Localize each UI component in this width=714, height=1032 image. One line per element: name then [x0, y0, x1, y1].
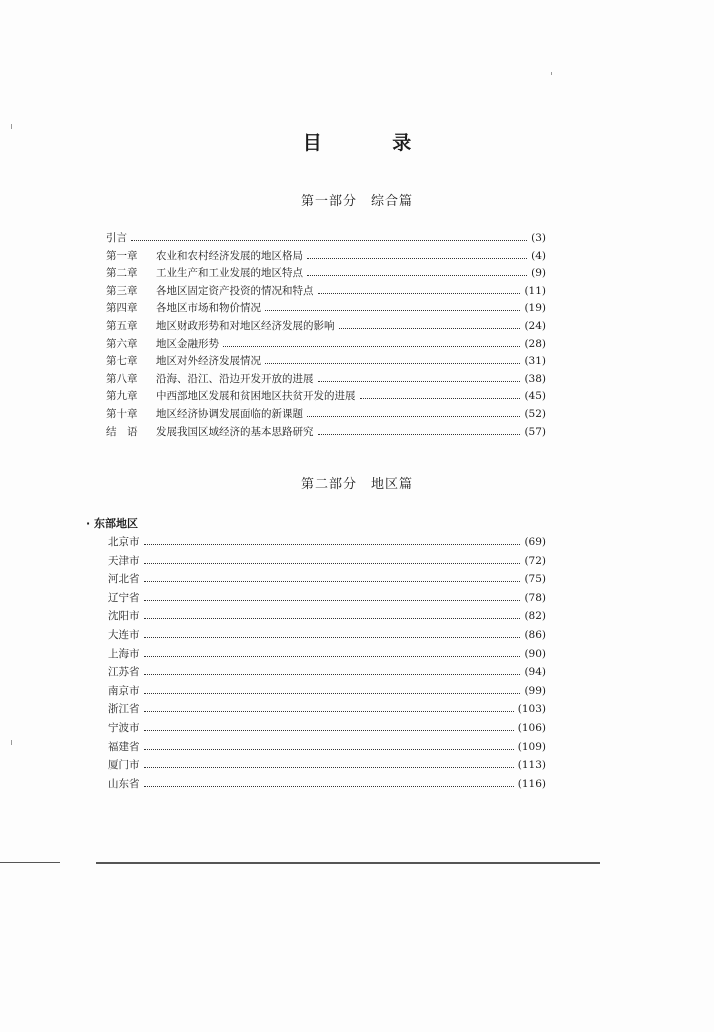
leader-dots — [318, 293, 521, 294]
toc-region-name: 上海市 — [108, 647, 140, 660]
toc-entry[interactable] — [108, 533, 546, 552]
scan-rule-left — [0, 862, 60, 863]
toc-chapter-title: 地区金融形势 — [156, 337, 219, 350]
toc-entry[interactable] — [106, 283, 546, 301]
toc-chapter-label: 第八章 — [106, 372, 138, 385]
toc-chapter-title: 各地区固定资产投资的情况和特点 — [156, 284, 314, 297]
toc-region-name: 江苏省 — [108, 666, 140, 679]
toc-page: (3) — [531, 232, 546, 244]
leader-dots — [307, 416, 520, 417]
page-title: 目 录 — [302, 132, 444, 154]
toc-page: (69) — [524, 536, 546, 548]
toc-page: (78) — [524, 591, 546, 604]
toc-page: (57) — [524, 425, 546, 438]
toc-page: (38) — [524, 372, 546, 385]
toc-chapter-title: 沿海、沿江、沿边开发开放的进展 — [156, 372, 314, 385]
toc-region-name: 南京市 — [108, 684, 140, 697]
toc-entry[interactable] — [108, 682, 546, 701]
toc-chapter-title: 各地区市场和物价情况 — [156, 302, 261, 315]
toc-chapter-label: 第二章 — [106, 267, 138, 280]
toc-entry[interactable] — [108, 570, 546, 589]
toc-entry[interactable] — [106, 300, 546, 318]
toc-chapter-label: 第九章 — [106, 390, 138, 403]
toc-page: (86) — [524, 628, 546, 641]
toc-region-name: 厦门市 — [108, 759, 140, 772]
toc-entry[interactable] — [108, 626, 546, 645]
leader-dots — [144, 786, 514, 787]
toc-region-name: 福建省 — [108, 740, 140, 753]
leader-dots — [144, 711, 514, 712]
toc-chapter-title: 农业和农村经济发展的地区格局 — [156, 249, 303, 262]
toc-page: (75) — [524, 573, 546, 586]
toc-chapter-title: 地区对外经济发展情况 — [156, 355, 261, 368]
toc-region-name: 山东省 — [108, 777, 140, 790]
scan-speck — [11, 740, 12, 745]
leader-dots — [144, 544, 521, 545]
part-two-toc — [108, 533, 546, 793]
toc-entry[interactable] — [106, 371, 546, 389]
leader-dots — [144, 693, 521, 694]
toc-entry[interactable] — [106, 388, 546, 406]
toc-entry[interactable] — [106, 318, 546, 336]
toc-region-name: 宁波市 — [108, 721, 140, 734]
toc-region-name: 辽宁省 — [108, 591, 140, 604]
region-heading-east: · 东部地区 — [86, 517, 139, 530]
toc-page: (31) — [524, 355, 546, 368]
toc-entry[interactable] — [108, 700, 546, 719]
toc-page: (28) — [524, 337, 546, 350]
leader-dots — [144, 637, 521, 638]
toc-chapter-title: 地区经济协调发展面临的新课题 — [156, 407, 303, 420]
leader-dots — [223, 346, 520, 347]
toc-chapter-title: 中西部地区发展和贫困地区扶贫开发的进展 — [156, 390, 356, 403]
scan-speck — [11, 124, 12, 129]
toc-entry[interactable] — [108, 719, 546, 738]
leader-dots — [144, 730, 514, 731]
toc-entry[interactable] — [108, 738, 546, 757]
toc-entry[interactable] — [108, 589, 546, 608]
leader-dots — [339, 328, 521, 329]
leader-dots — [307, 275, 527, 276]
toc-page: (109) — [517, 740, 546, 753]
leader-dots — [307, 258, 527, 259]
toc-entry[interactable] — [108, 607, 546, 626]
leader-dots — [144, 749, 514, 750]
toc-entry[interactable] — [108, 663, 546, 682]
scan-rule — [96, 862, 600, 864]
toc-chapter-title: 工业生产和工业发展的地区特点 — [156, 267, 303, 280]
leader-dots — [144, 618, 521, 619]
toc-page: (72) — [524, 554, 546, 567]
toc-entry[interactable] — [106, 248, 546, 266]
toc-entry[interactable] — [106, 424, 546, 442]
toc-chapter-label: 结 语 — [106, 425, 138, 438]
toc-page: (52) — [524, 407, 546, 420]
toc-page: (82) — [524, 610, 546, 623]
leader-dots — [144, 600, 521, 601]
leader-dots — [144, 581, 521, 582]
toc-entry[interactable] — [108, 552, 546, 571]
leader-dots — [265, 310, 520, 311]
toc-region-name: 浙江省 — [108, 703, 140, 716]
scan-speck — [551, 72, 552, 75]
toc-chapter-title: 地区财政形势和对地区经济发展的影响 — [156, 319, 335, 332]
leader-dots — [318, 381, 521, 382]
toc-page: (113) — [517, 759, 546, 772]
part-two-heading: 第二部分 地区篇 — [300, 477, 413, 492]
leader-dots — [360, 398, 521, 399]
toc-page: (24) — [524, 319, 546, 332]
toc-region-name: 沈阳市 — [108, 610, 140, 623]
toc-page: (116) — [517, 777, 546, 790]
toc-entry[interactable] — [106, 230, 546, 248]
toc-chapter-label: 第十章 — [106, 407, 138, 420]
toc-entry[interactable] — [106, 336, 546, 354]
toc-page: (45) — [524, 390, 546, 403]
leader-dots — [131, 240, 527, 241]
toc-page: (11) — [524, 284, 546, 297]
toc-page: (94) — [524, 666, 546, 679]
toc-entry[interactable] — [106, 265, 546, 283]
toc-entry[interactable] — [108, 756, 546, 775]
toc-page: (106) — [517, 721, 546, 734]
toc-chapter-label: 第一章 — [106, 249, 138, 262]
toc-page: (4) — [531, 249, 546, 262]
toc-chapter-label: 第三章 — [106, 284, 138, 297]
toc-chapter-label: 引言 — [106, 232, 127, 244]
toc-region-name: 北京市 — [108, 536, 140, 548]
leader-dots — [265, 363, 520, 364]
toc-entry[interactable] — [106, 406, 546, 424]
toc-page: (103) — [517, 703, 546, 716]
part-one-toc — [106, 230, 546, 441]
toc-page: (99) — [524, 684, 546, 697]
leader-dots — [144, 767, 514, 768]
toc-chapter-label: 第四章 — [106, 302, 138, 315]
toc-chapter-label: 第七章 — [106, 355, 138, 368]
part-one-heading: 第一部分 综合篇 — [300, 194, 413, 209]
toc-chapter-title: 发展我国区域经济的基本思路研究 — [156, 425, 314, 438]
toc-page: (9) — [531, 267, 546, 280]
toc-entry[interactable] — [106, 353, 546, 371]
leader-dots — [144, 563, 521, 564]
toc-chapter-label: 第五章 — [106, 319, 138, 332]
leader-dots — [144, 656, 521, 657]
toc-page: (19) — [524, 302, 546, 315]
toc-region-name: 大连市 — [108, 628, 140, 641]
leader-dots — [144, 674, 521, 675]
toc-region-name: 天津市 — [108, 554, 140, 567]
toc-entry[interactable] — [108, 645, 546, 664]
toc-page: (90) — [524, 647, 546, 660]
toc-chapter-label: 第六章 — [106, 337, 138, 350]
leader-dots — [318, 434, 521, 435]
toc-entry[interactable] — [108, 775, 546, 794]
toc-region-name: 河北省 — [108, 573, 140, 586]
